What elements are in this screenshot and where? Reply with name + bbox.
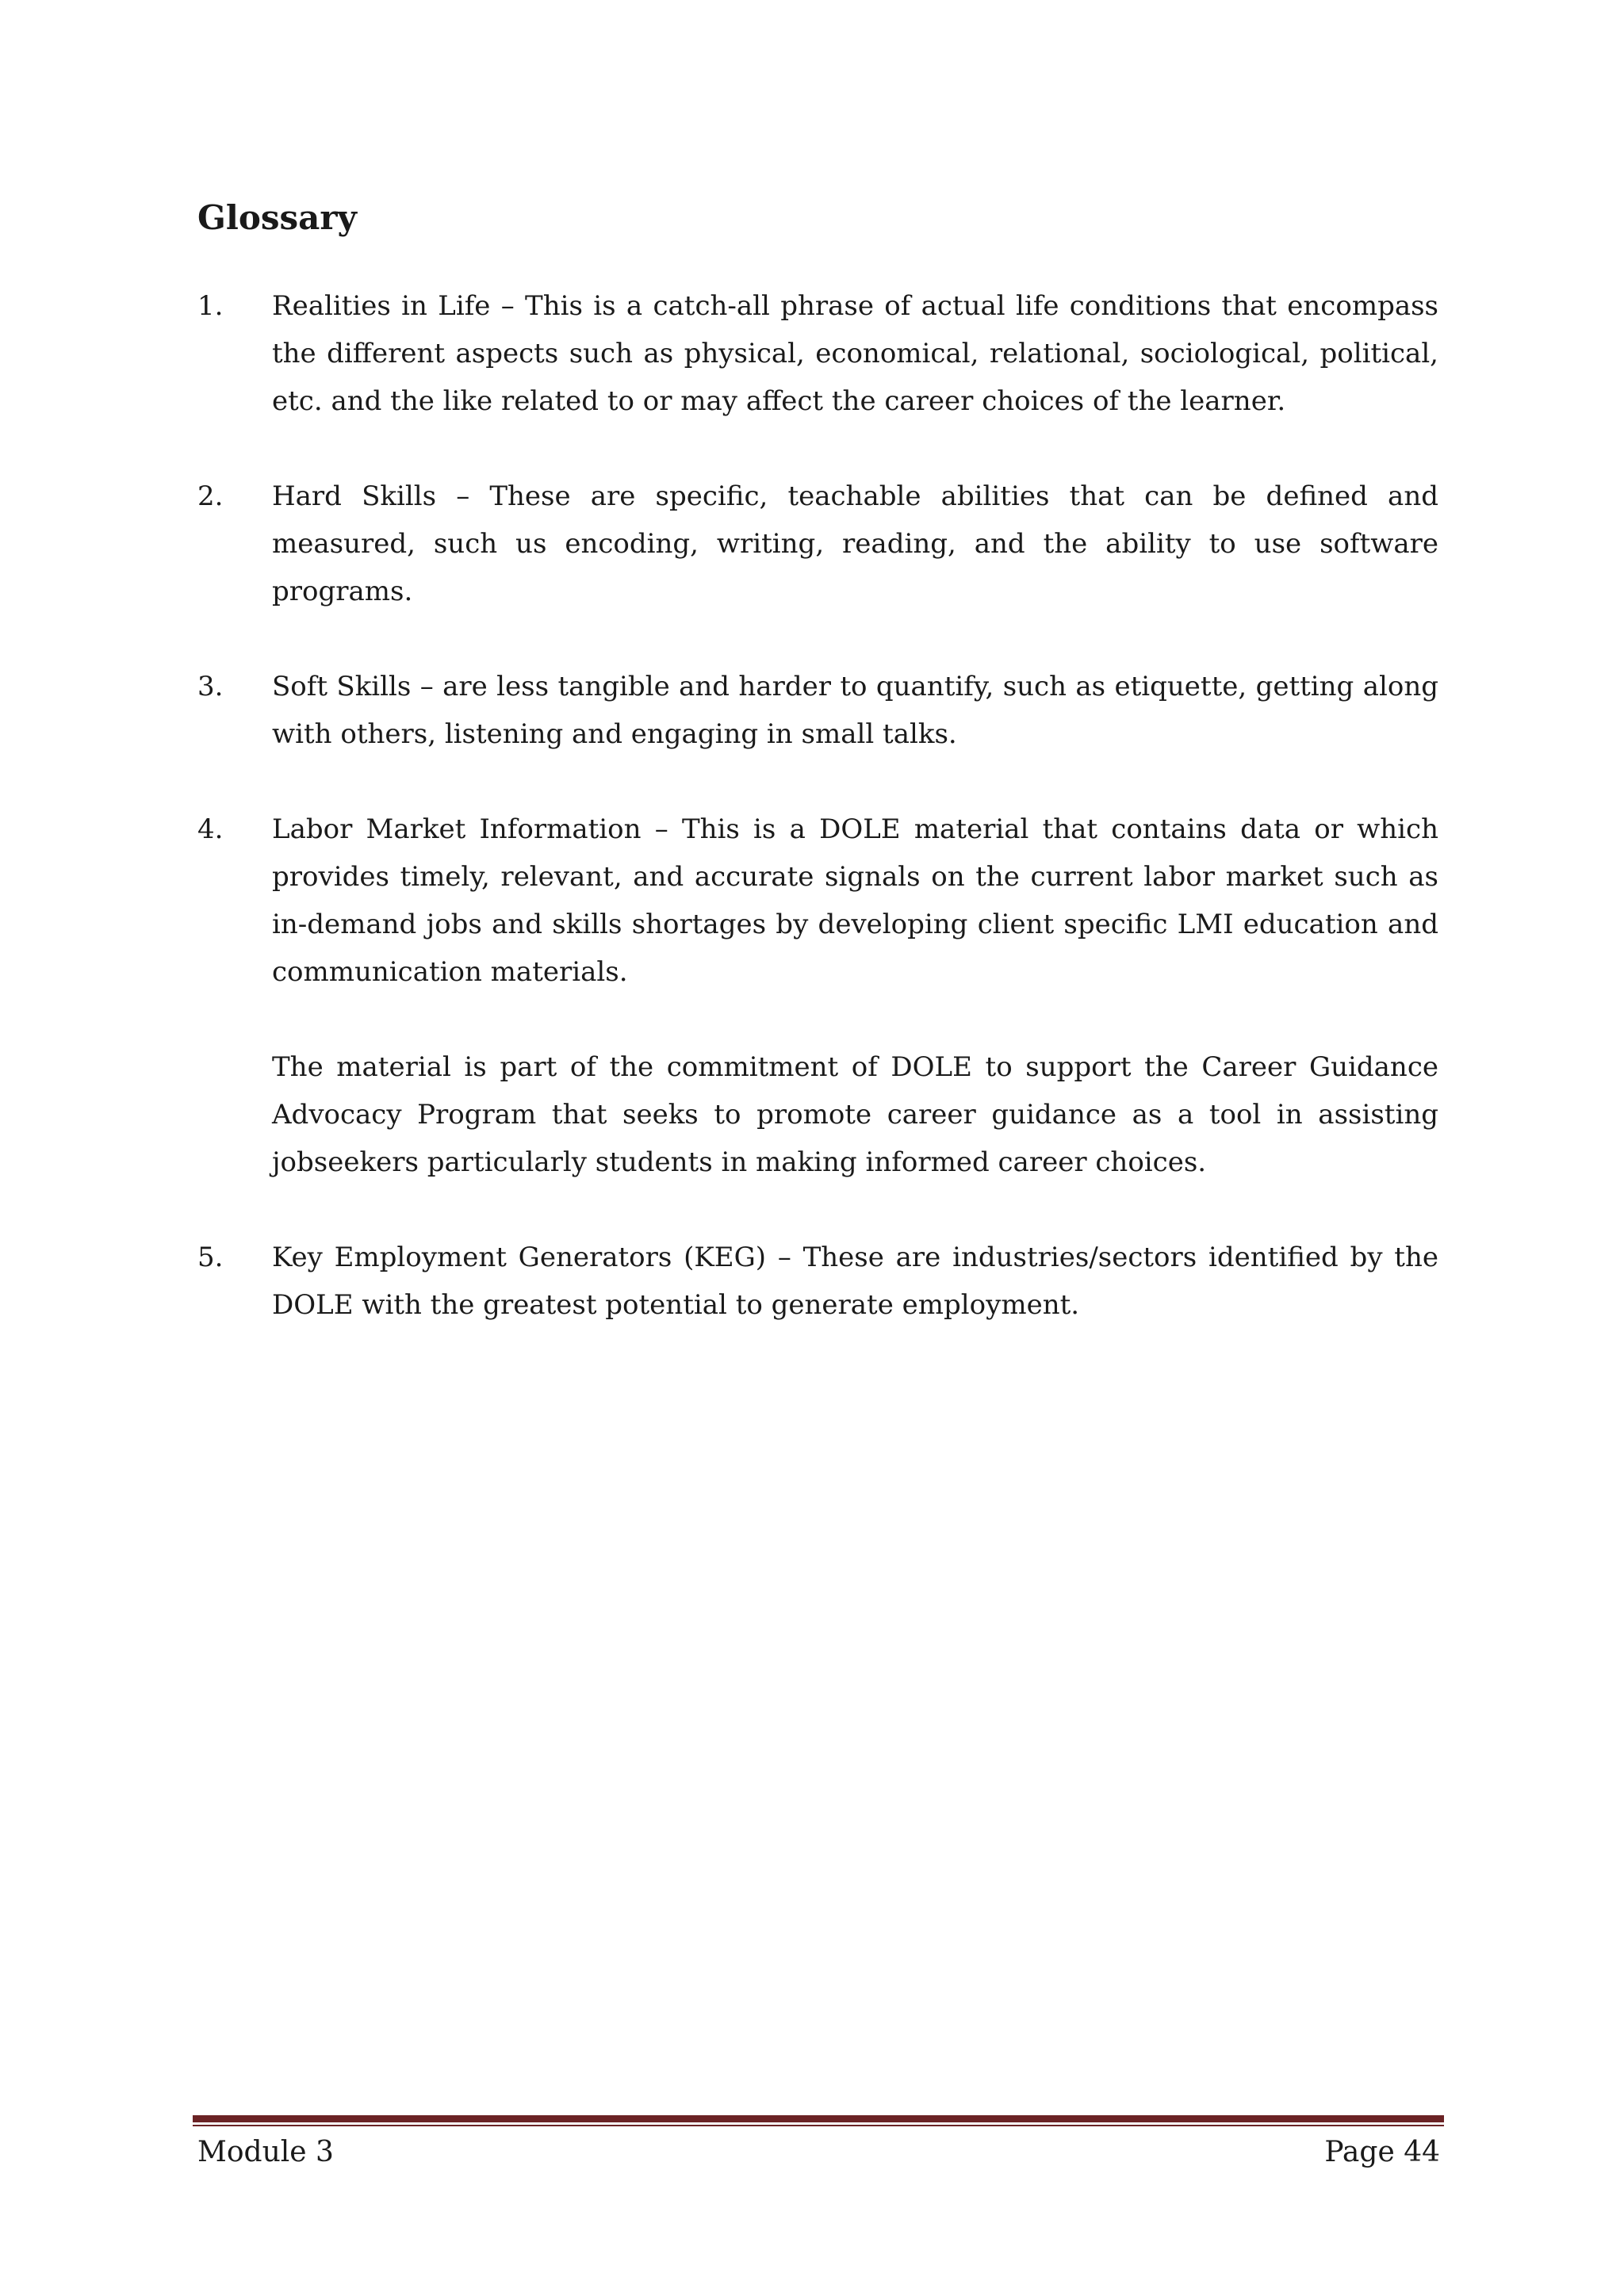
footer-module-label: Module 3: [197, 2136, 334, 2168]
item-text: Labor Market Information – This is a DOLE material that contains data or which provides timely, relevant, and accurate signals on the current labor market such as in-demand jobs and skills shortages by developing client specific LMI education and communication materials.: [272, 813, 1438, 988]
page-title: Glossary: [197, 198, 357, 237]
item-text: Realities in Life – This is a catch-all phrase of actual life conditions that encompass the different aspects such as physical, economical, relational, sociological, political, etc. and the like related to or may affect the career choices of the learner.: [272, 290, 1438, 417]
glossary-item-labor-market-information: [197, 806, 1438, 1186]
glossary-item-soft-skills: [197, 663, 1438, 758]
item-number: 4.: [197, 813, 224, 845]
glossary-item-realities-in-life: [197, 282, 1438, 425]
glossary-list: [197, 282, 1438, 1376]
item-text: Hard Skills – These are specific, teachable abilities that can be defined and measured, such us encoding, writing, reading, and the ability to use software programs.: [272, 480, 1438, 607]
item-number: 3.: [197, 671, 224, 702]
footer-divider-thick: [193, 2115, 1444, 2122]
glossary-item-key-employment-generators: [197, 1234, 1438, 1329]
glossary-item-hard-skills: [197, 473, 1438, 615]
footer-divider-thin: [193, 2125, 1444, 2126]
footer-divider: [193, 2115, 1444, 2126]
item-number: 1.: [197, 290, 224, 322]
item-number: 5.: [197, 1242, 224, 1273]
item-extra-paragraph: The material is part of the commitment of DOLE to support the Career Guidance Advocacy Program that seeks to promote career guidance as a tool in assisting jobseekers particularly students in making informed career choices.: [272, 1051, 1438, 1178]
item-text: Soft Skills – are less tangible and harder to quantify, such as etiquette, getting along with others, listening and engaging in small talks.: [272, 671, 1438, 750]
item-text: Key Employment Generators (KEG) – These are industries/sectors identified by the DOLE with the greatest potential to generate employment.: [272, 1242, 1438, 1321]
item-number: 2.: [197, 480, 224, 512]
footer-page-number: Page 44: [1324, 2136, 1440, 2168]
